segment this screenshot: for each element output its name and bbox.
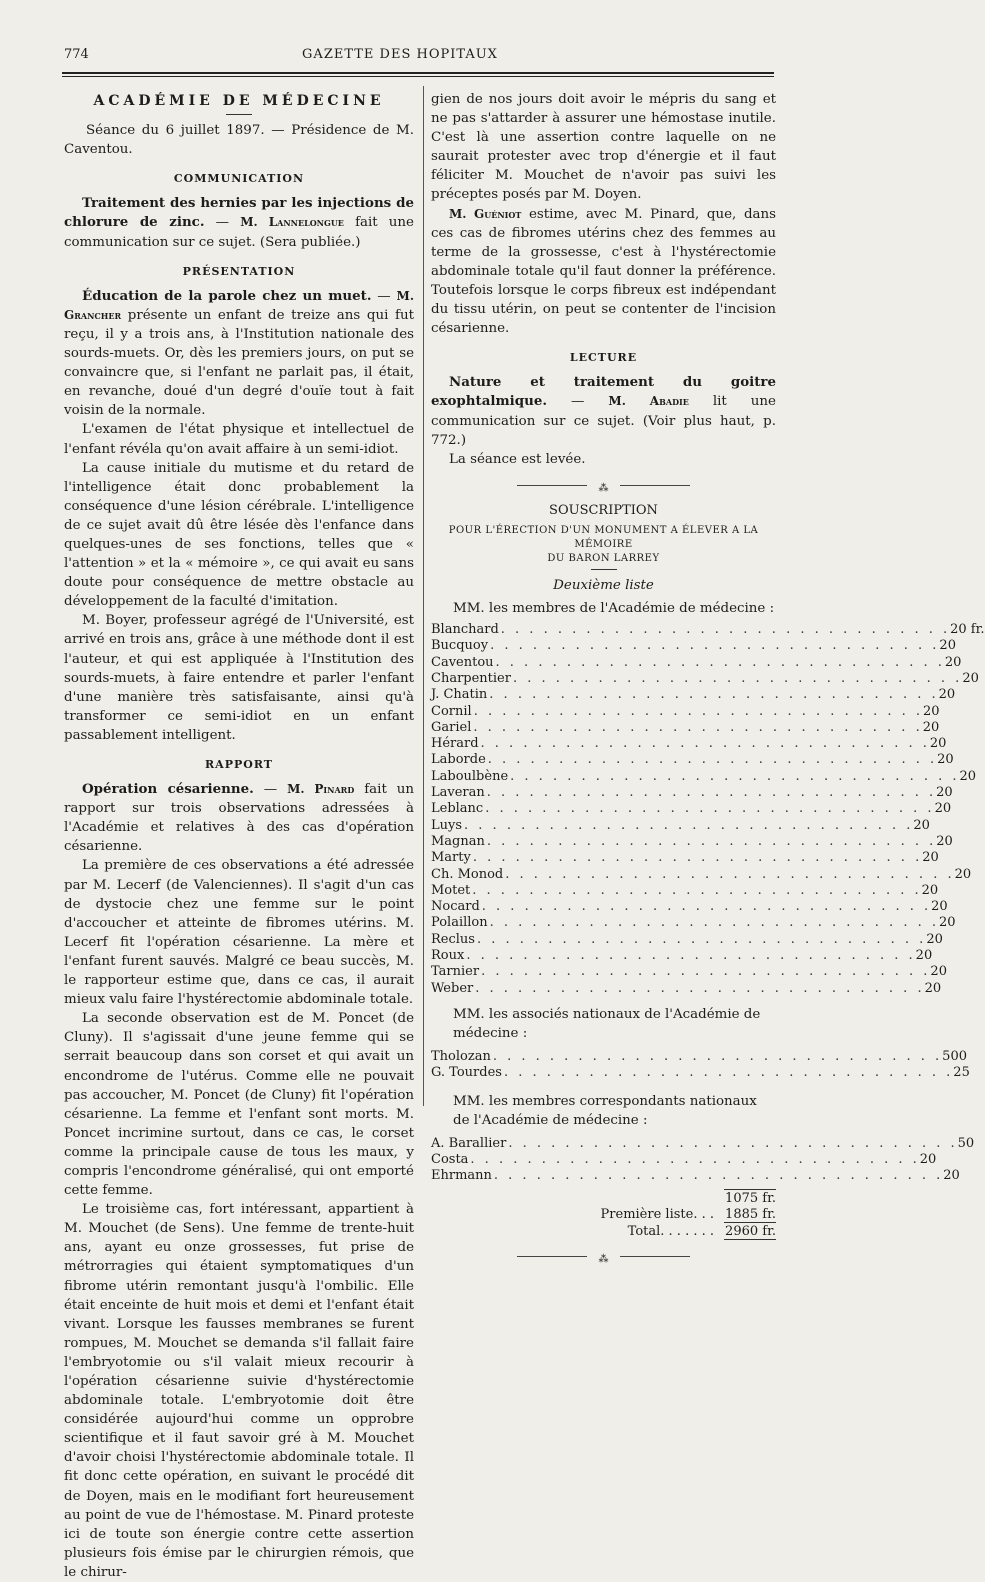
member-row: [431, 964, 947, 980]
dot-leader: . . . . . . . . . . . . . . . . . . . . . . . . . . . . . . . .: [466, 948, 916, 963]
member-amount: 20: [936, 833, 953, 849]
souscription-subtitle-line1: POUR L'ÉRECTION D'UN MONUMENT A ÉLEVER A LA MÉMOIRE: [448, 524, 759, 550]
member-row: [431, 817, 930, 834]
member-row: [431, 768, 977, 785]
member-amount: 20: [954, 866, 972, 882]
member-row: [431, 899, 948, 915]
member-name: Luys: [431, 817, 463, 833]
member-name: Hérard: [431, 736, 479, 752]
dot-leader: . . . . . . . . . . . . . . . . . . . . . . . . . . . . . . . .: [486, 833, 937, 849]
member-name: Polaillon: [431, 915, 488, 931]
member-amount: 20: [915, 948, 933, 963]
ornament-icon: ⁂: [598, 482, 609, 494]
dot-leader: . . . . . . . . . . . . . . . . . . . . . . . . . . . . . . . .: [492, 1049, 943, 1065]
group-heading-associates-2: médecine :: [453, 1025, 528, 1041]
dot-leader: . . . . . . . . . . . . . . . . . . . . . . . . . . . . . . . .: [503, 1065, 954, 1081]
souscription-rule: [591, 569, 617, 570]
dot-leader: . . . . . . . . . . . . . . . . . . . . . . . . . . . . . . . .: [473, 703, 924, 719]
group-heading-members: MM. les membres de l'Académie de médecine :: [453, 600, 775, 616]
member-amount: 20: [944, 654, 962, 670]
member-amount: 20: [929, 736, 947, 752]
correspondant-amount: 50: [957, 1135, 975, 1151]
continued-paragraph: gien de nos jours doit avoir le mépris du sang et ne pas s'attarder à assurer une hémostase inutile. C'est là une assertion contre laquelle on ne saurait protester avec trop d'énergie et il faut féliciter M. Mouchet de n'avoir pas suivi les préceptes posés par M. Doyen.: [431, 92, 776, 203]
presentation-paragraph-4: M. Boyer, professeur agrégé de l'Université, est arrivé en trois ans, grâce à une méthode dont il est l'auteur, et qui est appliquée à l'Institution des sourds-muets, à faire entendre et parler l'enfant d'une manière très satisfaisante, ainsi qu'à transformer ce semi-idiot en un enfant passablement intelligent.: [64, 613, 414, 743]
souscription-subtitle: [431, 524, 776, 566]
member-amount: 20: [922, 719, 940, 735]
group-heading-associates: MM. les associés nationaux de l'Académie de: [453, 1006, 761, 1022]
dot-leader: . . . . . . . . . . . . . . . . . . . . . . . . . . . . . . . .: [489, 687, 939, 703]
dot-leader: . . . . . . . . . . . . . . . . . . . . . . . . . . . . . . . .: [473, 719, 923, 735]
premiere-liste-label: Première liste. . .: [600, 1206, 714, 1222]
member-amount: 20: [934, 801, 952, 817]
member-row: [431, 948, 933, 964]
dot-leader: . . . . . . . . . . . . . . . . . . . . . . . . . . . . . . . .: [475, 980, 925, 996]
correspondant-row: [431, 1135, 975, 1152]
correspondant-row: [431, 1152, 937, 1168]
totals-block: [431, 1189, 776, 1240]
correspondant-name: Ehrmann: [431, 1168, 492, 1184]
member-row: [431, 719, 940, 736]
dot-leader: . . . . . . . . . . . . . . . . . . . . . . . . . . . . . . . .: [490, 638, 940, 654]
liste-heading: Deuxième liste: [553, 577, 654, 593]
member-amount: 20: [937, 752, 954, 768]
associate-amount: 500: [942, 1049, 967, 1065]
member-name: Tarnier: [431, 964, 480, 980]
member-name: Caventou: [431, 654, 494, 670]
closing-line: La séance est levée.: [449, 451, 586, 467]
dot-leader: . . . . . . . . . . . . . . . . . . . . . . . . . . . . . . . .: [481, 964, 931, 980]
session-line: Séance du 6 juillet 1897. — Présidence de M. Caventou.: [64, 123, 414, 158]
member-name: Nocard: [431, 899, 480, 915]
gueniot-speaker: M. Guéniot: [449, 206, 522, 221]
correspondant-amount: 20: [919, 1152, 937, 1168]
dot-leader: . . . . . . . . . . . . . . . . . . . . . . . . . . . . . . . .: [470, 1152, 920, 1168]
correspondants-list: [431, 1135, 975, 1185]
member-row: [431, 801, 952, 817]
ornament-divider: [431, 479, 776, 493]
souscription-title: SOUSCRIPTION: [549, 502, 658, 518]
title-rule: [226, 114, 252, 115]
member-name: Laborde: [431, 752, 486, 768]
member-name: Charpentier: [431, 670, 511, 686]
member-amount: 20: [959, 768, 977, 784]
rapport-speaker: M. Pinard: [287, 782, 355, 797]
member-row: [431, 980, 942, 997]
ornament-icon-bottom: ⁂: [598, 1253, 609, 1265]
dot-leader: . . . . . . . . . . . . . . . . . . . . . . . . . . . . . . . .: [472, 850, 923, 866]
souscription-subtitle-line2: DU BARON LARREY: [547, 552, 660, 564]
header-rule-thin: [62, 76, 774, 77]
associate-row: [431, 1049, 967, 1065]
rapport-title: Opération césarienne.: [82, 781, 254, 798]
member-amount: 20: [939, 638, 956, 654]
dot-leader: . . . . . . . . . . . . . . . . . . . . . . . . . . . . . . . .: [505, 866, 955, 882]
ornament-divider-bottom: [431, 1250, 776, 1264]
correspondant-row: [431, 1168, 960, 1184]
member-amount: 20: [930, 964, 947, 980]
member-row: [431, 785, 953, 801]
member-row: [431, 752, 954, 768]
member-row: [431, 670, 979, 687]
member-row: [431, 850, 939, 866]
member-amount: 20: [962, 670, 979, 686]
member-name: J. Chatin: [431, 687, 488, 703]
member-name: Cornil: [431, 703, 472, 719]
associate-amount: 25: [953, 1065, 970, 1081]
running-title: GAZETTE DES HOPITAUX: [302, 47, 498, 62]
associate-name: Tholozan: [431, 1049, 491, 1065]
gueniot-paragraph: [431, 205, 776, 339]
group-heading-correspondants: MM. les membres correspondants nationaux: [453, 1093, 757, 1109]
presentation-title: Éducation de la parole chez un muet.: [82, 287, 372, 304]
section-heading-communication: COMMUNICATION: [173, 172, 305, 186]
dot-leader: . . . . . . . . . . . . . . . . . . . . . . . . . . . . . . . .: [487, 752, 938, 768]
member-name: Bucquoy: [431, 638, 489, 654]
dot-leader: . . . . . . . . . . . . . . . . . . . . . . . . . . . . . . . .: [489, 915, 939, 931]
member-row: [431, 833, 953, 850]
dot-leader: . . . . . . . . . . . . . . . . . . . . . . . . . . . . . . . .: [495, 654, 945, 670]
member-amount: 20: [938, 687, 956, 703]
dot-leader: . . . . . . . . . . . . . . . . . . . . . . . . . . . . . . . .: [476, 931, 927, 947]
section-heading-lecture: LECTURE: [569, 351, 638, 365]
communication-speaker: M. Lannelongue: [240, 215, 344, 230]
column-divider: [423, 86, 424, 1106]
rapport-text: fait un rapport sur trois observations adressées à l'Académie et relatives à des cas d'opération césarienne.: [64, 782, 415, 855]
member-row: [431, 915, 956, 931]
section-heading-rapport: RAPPORT: [205, 758, 273, 771]
member-name: Leblanc: [431, 801, 484, 817]
member-row: [431, 622, 985, 638]
section-heading-presentation: PRÉSENTATION: [182, 264, 296, 278]
dot-leader: . . . . . . . . . . . . . . . . . . . . . . . . . . . . . . . .: [500, 622, 951, 638]
members-list: [431, 622, 985, 997]
member-amount: 20 fr.: [950, 622, 985, 638]
lecture-title: Nature et traitement du goitre exophtalmique.: [431, 374, 776, 410]
member-amount: 20: [913, 817, 930, 833]
member-amount: 20: [936, 785, 953, 801]
header-rule: [62, 72, 774, 74]
dot-leader: . . . . . . . . . . . . . . . . . . . . . . . . . . . . . . . .: [512, 670, 963, 686]
member-name: Blanchard: [431, 622, 499, 638]
member-amount: 20: [931, 899, 948, 915]
rapport-paragraph-2: La première de ces observations a été adressée par M. Lecerf (de Valenciennes). Il s'agit d'un cas de dystocie chez une femme sur le point d'accoucher et atteinte de fibromes utérins. M. Lecerf fit l'opération césarienne. La mère et l'enfant furent sauvés. Malgré ce beau succès, M. le rapporteur estime que, dans ce cas, il aurait mieux valu faire l'hystérectomie abdominale totale.: [64, 858, 414, 1008]
presentation-speaker: M. Grancher: [64, 288, 414, 322]
lecture-paragraph: Nature et traitement du goitre exophtalmique. — M. Abadie lit une communication sur ce sujet. (Voir plus haut, p. 772.): [431, 374, 776, 448]
correspondant-amount: 20: [943, 1168, 960, 1184]
member-row: [431, 687, 956, 703]
communication-title: Traitement des hernies par les injections de chlorure de zinc.: [64, 195, 414, 231]
member-row: [431, 703, 940, 720]
right-column: [431, 90, 985, 1272]
member-amount: 20: [921, 882, 939, 898]
associate-name: G. Tourdes: [431, 1065, 502, 1081]
member-name: Roux: [431, 948, 465, 963]
presentation-paragraph: Éducation de la parole chez un muet. — M. Grancher présente un enfant de treize ans qui fut reçu, il y a trois ans, à l'Institution nationale des sourds-muets. Or, dès les premiers jours, on put se convaincre que, si l'enfant ne parlait pas, il était, en revanche, doué d'un degré d'ouïe tout à fait voisin de la normale.: [64, 287, 415, 419]
member-row: [431, 931, 943, 948]
member-amount: 20: [938, 915, 956, 931]
correspondant-name: Costa: [431, 1152, 469, 1168]
presentation-text: présente un enfant de treize ans qui fut reçu, il y a trois ans, à l'Institution nationale des sourds-muets. Or, dès les premiers jours, on put se convaincre que, si l'enfant ne parlait pas, il était, en revanche, doué d'un degré d'ouïe tout à fait voisin de la normale.: [64, 307, 415, 419]
communication-paragraph: Traitement des hernies par les injections de chlorure de zinc. — M. Lannelongue fait une communication sur ce sujet. (Sera publiée.): [64, 195, 414, 250]
member-name: Laboulbène: [431, 768, 509, 784]
group-heading-correspondants-2: de l'Académie de médecine :: [453, 1112, 648, 1128]
lecture-text: lit une communication sur ce sujet. (Voir plus haut, p. 772.): [431, 394, 776, 448]
total-label: Total. . . . . . .: [627, 1223, 714, 1239]
member-row: [431, 654, 962, 671]
rapport-paragraph: Opération césarienne. — M. Pinard fait un rapport sur trois observations adressées à l'Académie et relatives à des cas d'opération césarienne.: [64, 781, 415, 855]
member-amount: 20: [922, 850, 939, 866]
member-name: Weber: [431, 980, 474, 996]
dot-leader: . . . . . . . . . . . . . . . . . . . . . . . . . . . . . . . .: [510, 768, 960, 784]
member-row: [431, 882, 939, 899]
presentation-paragraph-3: La cause initiale du mutisme et du retard de l'intelligence était donc probablement la conséquence d'une lésion cérébrale. L'intelligence de ce sujet avait dû être lésée dès l'enfance dans quelques-unes de ses fonctions, telles que « l'attention » et la « mémoire », ce qui avait eu sans doute pour conséquence de mettre obstacle au développement de la faculté d'imitation.: [64, 460, 414, 610]
rapport-paragraph-3: La seconde observation est de M. Poncet (de Cluny). Il s'agissait d'une jeune femme qui se serrait beaucoup dans son corset et qui avait un encondrome de l'utérus. Comme elle ne pouvait pas accoucher, M. Poncet (de Cluny) fit l'opération césarienne. La femme et l'enfant sont morts. M. Poncet incrimine surtout, dans ce cas, le corset comme la principale cause de tous les maux, y compris l'encondrome généralisé, qui ont emporté cette femme.: [64, 1011, 414, 1199]
member-row: [431, 638, 956, 654]
premiere-liste-value: 1885 fr.: [725, 1206, 776, 1222]
gueniot-text: estime, avec M. Pinard, que, dans ces cas de fibromes utérins chez des femmes au terme de la grossesse, c'est à l'hystérectomie abdominale totale qu'il faut donner la préférence. Toutefois lorsque le corps fibreux est indépendant du tissu utérin, on peut se contenter de l'incision césarienne.: [431, 206, 776, 337]
correspondant-name: A. Barallier: [431, 1135, 507, 1151]
dot-leader: . . . . . . . . . . . . . . . . . . . . . . . . . . . . . . . .: [481, 899, 932, 915]
member-row: [431, 866, 972, 883]
dot-leader: . . . . . . . . . . . . . . . . . . . . . . . . . . . . . . . .: [493, 1168, 944, 1184]
associate-row: [431, 1065, 970, 1081]
communication-text: fait une communication sur ce sujet. (Sera publiée.): [64, 215, 414, 250]
total-value: 2960 fr.: [725, 1223, 776, 1239]
dot-leader: . . . . . . . . . . . . . . . . . . . . . . . . . . . . . . . .: [472, 882, 922, 898]
article-title: ACADÉMIE DE MÉDECINE: [93, 93, 385, 109]
dot-leader: . . . . . . . . . . . . . . . . . . . . . . . . . . . . . . . .: [464, 817, 914, 833]
member-name: Ch. Monod: [431, 866, 504, 882]
member-name: Motet: [431, 882, 471, 898]
left-column: [64, 90, 414, 1582]
lecture-speaker: M. Abadie: [608, 394, 689, 409]
member-amount: 20: [924, 980, 942, 996]
dot-leader: . . . . . . . . . . . . . . . . . . . . . . . . . . . . . . . .: [485, 801, 935, 817]
member-name: Reclus: [431, 931, 475, 947]
subtotal-value: 1075 fr.: [725, 1190, 776, 1206]
member-name: Marty: [431, 850, 471, 866]
rapport-paragraph-4: Le troisième cas, fort intéressant, appartient à M. Mouchet (de Sens). Une femme de trente-huit ans, ayant eu onze grossesses, fut prise de métrorragies qui étaient symptomatiques d'un fibrome utérin remontant jusqu'à l'ombilic. Elle était enceinte de huit mois et demi et l'enfant était vivant. Lorsque les fausses membranes se furent rompues, M. Mouchet se demanda s'il fallait faire l'embryotomie ou s'il valait mieux recourir à l'opération césarienne suivie d'hystérectomie abdominale totale. L'embryotomie doit être considérée aujourd'hui comme un opprobre scientifique et il faut savoir gré à M. Mouchet d'avoir choisi l'hystérectomie abdominale totale. Il fit donc cette opération, en suivant le procédé dit de Doyen, mais en le modifiant fort heureusement au point de vue de l'hémostase. M. Pinard proteste ici de toute son énergie contre cette assertion plusieurs fois émise par le chirurgien rémois, que le chirur-: [64, 1202, 414, 1580]
member-name: Laveran: [431, 785, 485, 801]
dot-leader: . . . . . . . . . . . . . . . . . . . . . . . . . . . . . . . .: [508, 1135, 958, 1151]
dot-leader: . . . . . . . . . . . . . . . . . . . . . . . . . . . . . . . .: [480, 736, 930, 752]
dot-leader: . . . . . . . . . . . . . . . . . . . . . . . . . . . . . . . .: [486, 785, 937, 801]
associates-list: [431, 1049, 970, 1082]
page-number: 774: [64, 47, 89, 62]
member-name: Magnan: [431, 833, 485, 849]
member-row: [431, 736, 947, 752]
member-amount: 20: [923, 703, 940, 719]
presentation-paragraph-2: L'examen de l'état physique et intellectuel de l'enfant révéla qu'on avait affaire à un semi-idiot.: [64, 422, 414, 457]
member-name: Gariel: [431, 719, 472, 735]
member-amount: 20: [926, 931, 943, 947]
